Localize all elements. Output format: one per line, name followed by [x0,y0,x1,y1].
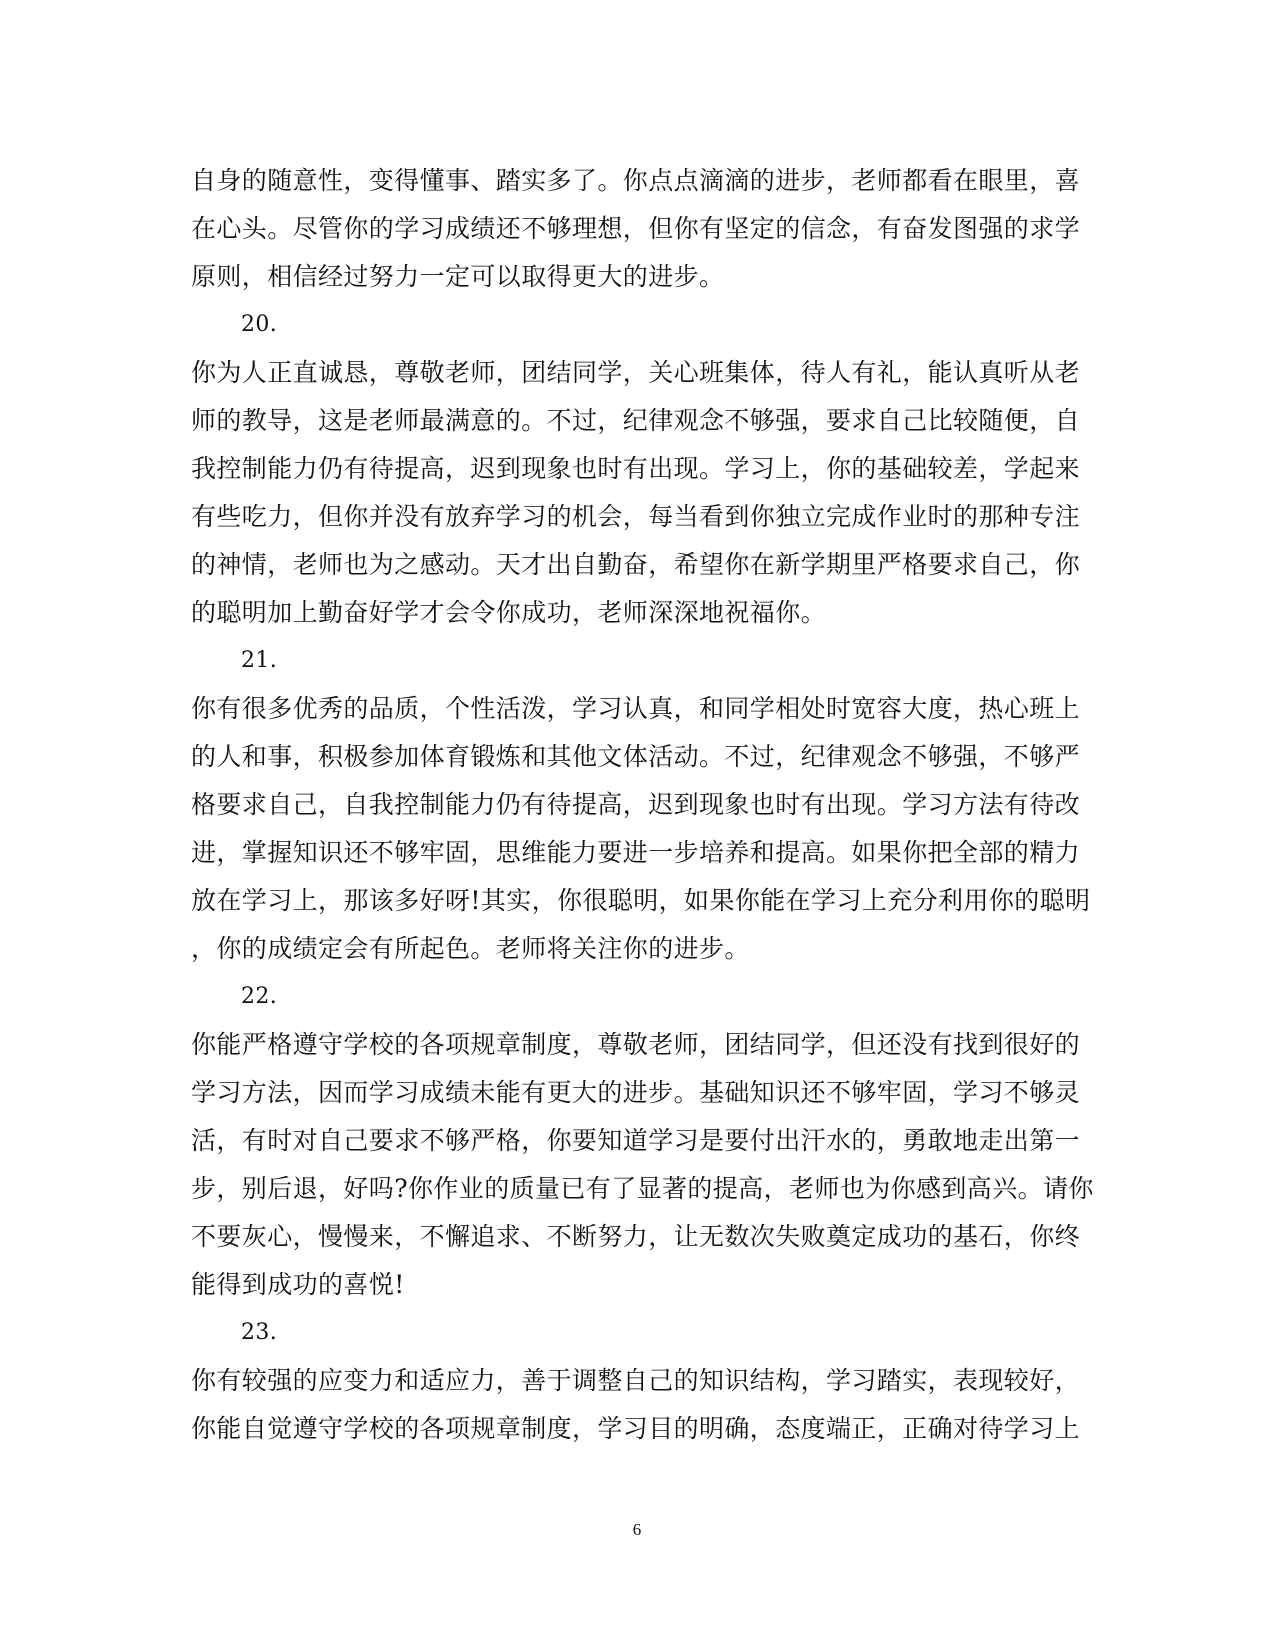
text-line: 自身的随意性，变得懂事、踏实多了。你点点滴滴的进步，老师都看在眼里，喜 [191,166,1081,195]
text-line: 步，别后退，好吗?你作业的质量已有了显著的提高，老师也为你感到高兴。请你 [191,1174,1094,1203]
section-number: 20. [241,312,278,337]
text-line: ，你的成绩定会有所起色。老师将关注你的进步。 [191,934,750,963]
text-line: 进，掌握知识还不够牢固，思维能力要进一步培养和提高。如果你把全部的精力 [191,838,1081,867]
document-body [191,157,1094,1453]
text-line: 活，有时对自己要求不够严格，你要知道学习是要付出汗水的，勇敢地走出第一 [191,1126,1081,1155]
page-number: 6 [632,1520,642,1539]
text-line: 学习方法，因而学习成绩未能有更大的进步。基础知识还不够牢固，学习不够灵 [191,1078,1081,1107]
text-line: 不要灰心，慢慢来，不懈追求、不断努力，让无数次失败奠定成功的基石，你终 [191,1222,1081,1251]
text-line: 的神情，老师也为之感动。天才出自勤奋，希望你在新学期里严格要求自己，你 [191,550,1081,579]
text-line: 原则，相信经过努力一定可以取得更大的进步。 [191,262,725,291]
section-number: 22. [241,984,278,1009]
text-line: 能得到成功的喜悦! [191,1270,405,1299]
section-number: 23. [241,1320,278,1345]
text-line: 在心头。尽管你的学习成绩还不够理想，但你有坚定的信念，有奋发图强的求学 [191,214,1081,243]
text-line: 格要求自己，自我控制能力仍有待提高，迟到现象也时有出现。学习方法有待改 [191,790,1081,819]
text-line: 你为人正直诚恳，尊敬老师，团结同学，关心班集体，待人有礼，能认真听从老 [191,358,1081,387]
text-line: 你有很多优秀的品质，个性活泼，学习认真，和同学相处时宽容大度，热心班上 [191,694,1081,723]
text-line: 我控制能力仍有待提高，迟到现象也时有出现。学习上，你的基础较差，学起来 [191,454,1081,483]
text-line: 有些吃力，但你并没有放弃学习的机会，每当看到你独立完成作业时的那种专注 [191,502,1081,531]
section-number: 21. [241,648,278,673]
text-line: 的聪明加上勤奋好学才会令你成功，老师深深地祝福你。 [191,598,827,627]
text-line: 你有较强的应变力和适应力，善于调整自己的知识结构，学习踏实，表现较好， [191,1366,1081,1395]
text-line: 你能自觉遵守学校的各项规章制度，学习目的明确，态度端正，正确对待学习上 [191,1414,1081,1443]
text-line: 你能严格遵守学校的各项规章制度，尊敬老师，团结同学，但还没有找到很好的 [191,1030,1081,1059]
text-line: 的人和事，积极参加体育锻炼和其他文体活动。不过，纪律观念不够强，不够严 [191,742,1081,771]
text-line: 师的教导，这是老师最满意的。不过，纪律观念不够强，要求自己比较随便，自 [191,406,1081,435]
text-line: 放在学习上，那该多好呀!其实，你很聪明，如果你能在学习上充分利用你的聪明 [191,886,1091,915]
